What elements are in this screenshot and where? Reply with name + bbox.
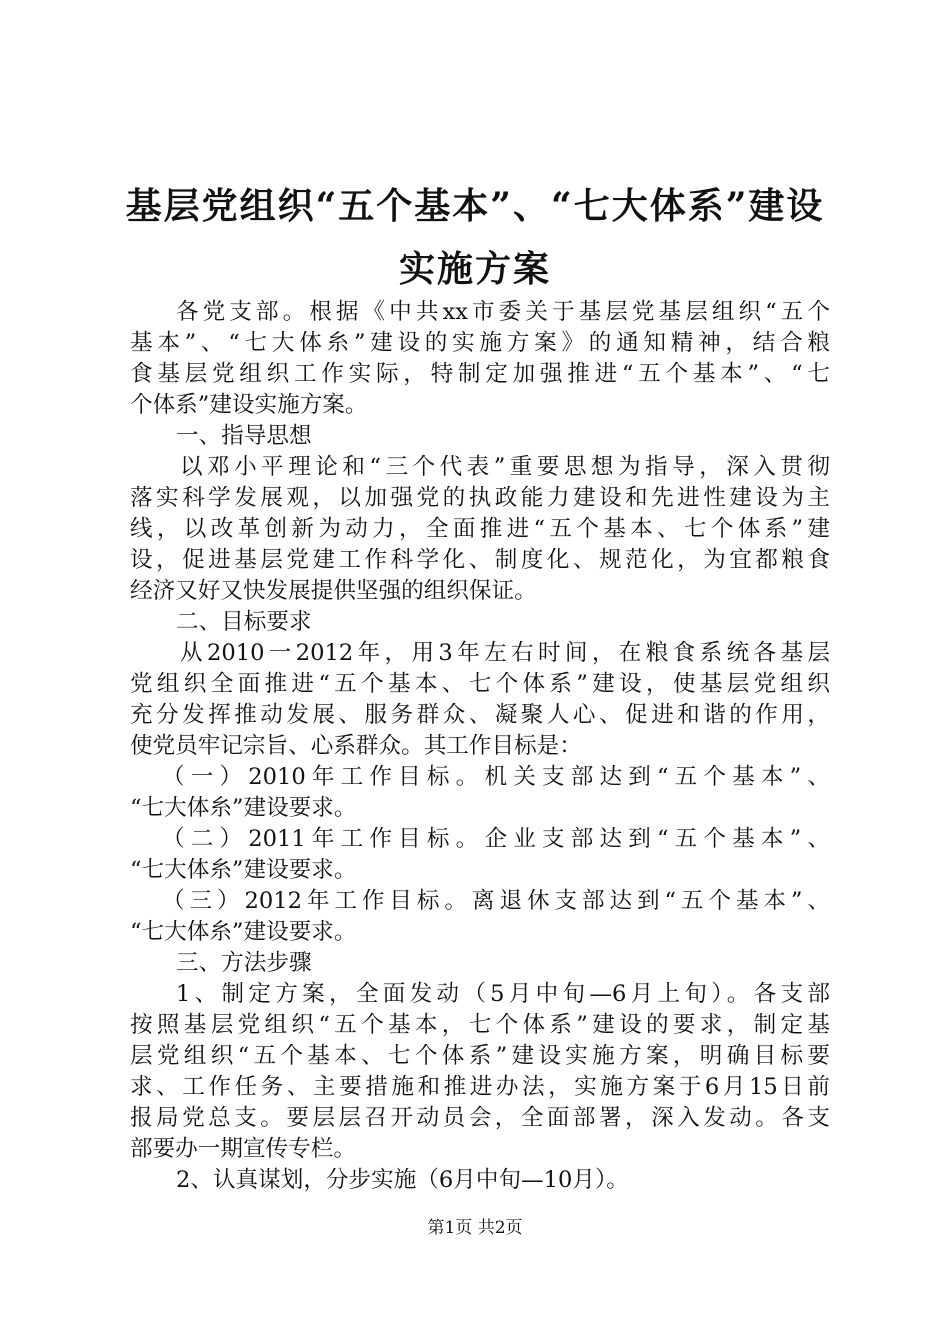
body-line: （三）2012年工作目标。离退休支部达到“五个基本”、 [162, 888, 830, 914]
section-heading: 三、方法步骤 [176, 950, 312, 976]
body-line: 充分发挥推动发展、服务群众、凝聚人心、促进和谐的作用， [130, 702, 830, 728]
body-line: 各党支部。根据《中共xx市委关于基层党基层组织“五个 [176, 299, 830, 325]
document-body [130, 297, 830, 1196]
document-title-line-2: 实施方案 [398, 248, 551, 290]
body-line: 个体系”建设实施方案。 [130, 392, 368, 418]
body-line: 2、认真谋划，分步实施（6月中旬—10月）。 [176, 1167, 629, 1193]
body-line: 使党员牢记宗旨、心系群众。其工作目标是： [130, 733, 582, 759]
section-heading: 一、指导思想 [176, 423, 312, 449]
body-line: 按照基层党组织“五个基本，七个体系”建设的要求，制定基 [130, 1012, 830, 1038]
body-line: “七大体糸”建设要求。 [130, 857, 357, 883]
body-line: 设，促进基层党建工作科学化、制度化、规范化，为宜都粮食 [130, 547, 830, 573]
body-line: 以邓小平理论和“三个代表”重要思想为指导，深入贯彻 [180, 454, 830, 480]
body-line: 党组织全面推进“五个基本、七个体系”建设，使基层党组织 [130, 671, 830, 697]
body-line: 部要办一期宣传专栏。 [130, 1136, 356, 1162]
body-line: （一）2010年工作目标。机关支部达到“五个基本”、 [162, 764, 830, 790]
body-line: 求、工作任务、主要措施和推进办法，实施方案于6月15日前 [130, 1074, 830, 1100]
body-line: 报局党总支。要层层召开动员会，全面部署，深入发动。各支 [130, 1105, 830, 1131]
body-line: 经济又好又快发展提供坚强的组织保证。 [130, 578, 537, 604]
body-line: 落实科学发展观，以加强党的执政能力建设和先进性建设为主 [130, 485, 830, 511]
page-footer: 第1页 共2页 [427, 1218, 523, 1238]
body-line: （二）2011年工作目标。企业支部达到“五个基本”、 [162, 826, 830, 852]
body-line: “七大体糸”建设要求。 [130, 795, 357, 821]
body-line: 层党组织“五个基本、七个体系”建设实施方案，明确目标要 [130, 1043, 830, 1069]
body-line: 从2010一2012年，用3年左右时间，在粮食系统各基层 [180, 640, 830, 666]
document-title-line-1: 基层党组织“五个基本”、“七大体系”建设 [125, 185, 825, 227]
body-line: “七大体糸”建设要求。 [130, 919, 357, 945]
body-line: 1、制定方案，全面发动（5月中旬—6月上旬）。各支部 [176, 981, 830, 1007]
body-line: 食基层党组织工作实际，特制定加强推进“五个基本”、“七 [130, 361, 830, 387]
body-line: 线，以改革创新为动力，全面推进“五个基本、七个体系”建 [130, 516, 830, 542]
section-heading: 二、目标要求 [176, 609, 312, 635]
body-line: 基本”、“七大体糸”建设的实施方案》的通知精神，结合粮 [130, 330, 830, 356]
